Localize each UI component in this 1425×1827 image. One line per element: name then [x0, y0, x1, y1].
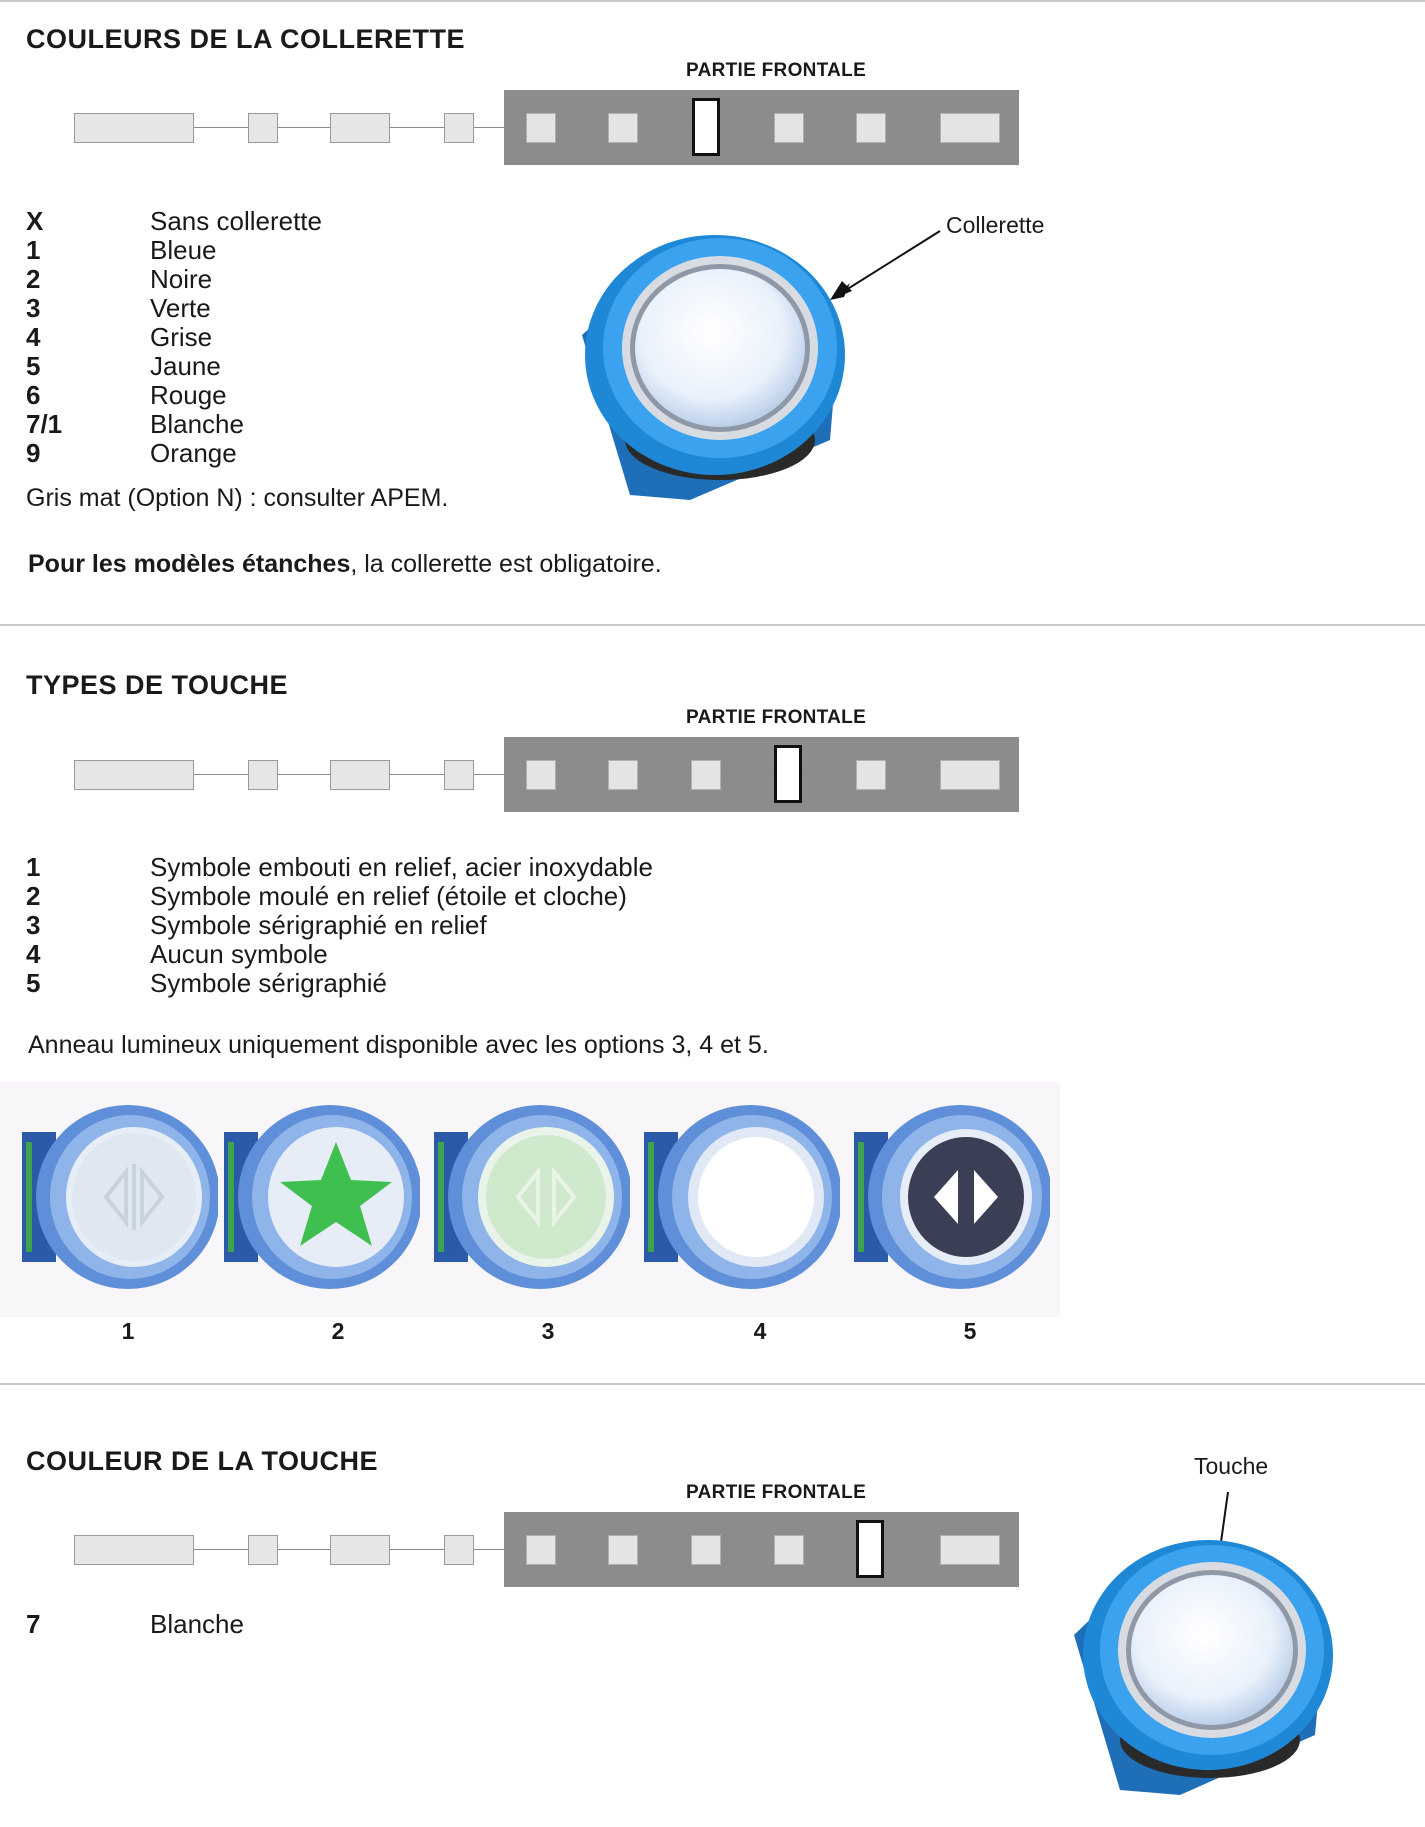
code-label: Symbole sérigraphié en relief — [150, 910, 487, 940]
button-number-2: 2 — [331, 1318, 345, 1344]
code-box — [608, 1535, 638, 1565]
anneau-lumineux-note: Anneau lumineux uniquement disponible avec les options 3, 4 et 5. — [28, 1031, 769, 1059]
code-label: Jaune — [150, 351, 221, 381]
code-box — [774, 1535, 804, 1565]
code-box — [608, 760, 638, 790]
button-number-5: 5 — [963, 1318, 977, 1344]
button-number-1: 1 — [121, 1318, 135, 1344]
code-box — [330, 113, 390, 143]
code-box — [940, 113, 1000, 143]
code-label: Symbole sérigraphié — [150, 968, 388, 998]
code-box — [526, 113, 556, 143]
code-box — [444, 113, 474, 143]
code-box — [248, 1535, 278, 1565]
code: 6 — [26, 380, 41, 410]
code-box-selected — [774, 745, 802, 803]
code-box — [74, 1535, 194, 1565]
sealed-note-rest: , la collerette est obligatoire. — [350, 550, 662, 578]
code: 4 — [26, 939, 41, 969]
code-box — [856, 760, 886, 790]
code-label: Blanche — [150, 1609, 244, 1639]
push-button-illustration — [1070, 1530, 1360, 1800]
code: 1 — [26, 235, 41, 265]
code: 5 — [26, 351, 41, 381]
button-type-2-illustration — [220, 1102, 420, 1292]
partie-frontale-label: PARTIE FRONTALE — [686, 60, 867, 81]
code-label: Symbole embouti en relief, acier inoxydable — [150, 852, 653, 882]
button-type-3-illustration — [430, 1102, 630, 1292]
code-box-selected — [856, 1520, 884, 1578]
code-label: Bleue — [150, 235, 217, 265]
code: 7 — [26, 1609, 41, 1639]
code-label: Sans collerette — [150, 206, 322, 236]
code-box — [691, 760, 721, 790]
code-box — [330, 1535, 390, 1565]
code-box — [608, 113, 638, 143]
code-strip-collerette — [74, 90, 1024, 166]
code: 4 — [26, 322, 41, 352]
code-box — [444, 760, 474, 790]
code-box — [74, 113, 194, 143]
code: X — [26, 206, 44, 236]
gris-mat-note: Gris mat (Option N) : consulter APEM. — [26, 484, 449, 512]
callout-arrow — [820, 225, 950, 305]
code-label: Noire — [150, 264, 213, 294]
code: 2 — [26, 881, 41, 911]
code-box — [940, 760, 1000, 790]
code-box — [330, 760, 390, 790]
button-type-5-illustration — [850, 1102, 1050, 1292]
code: 1 — [26, 852, 41, 882]
code-label: Aucun symbole — [150, 939, 328, 969]
button-number-4: 4 — [753, 1318, 767, 1344]
sealed-note-bold: Pour les modèles étanches — [28, 550, 351, 578]
code-label: Symbole moulé en relief (étoile et cloche) — [150, 881, 627, 911]
code-box — [691, 1535, 721, 1565]
code: 5 — [26, 968, 41, 998]
code: 7/1 — [26, 409, 63, 439]
code-box-selected — [692, 98, 720, 156]
code: 9 — [26, 438, 41, 468]
code-strip-types — [74, 737, 1024, 813]
code-label: Grise — [150, 322, 213, 352]
collerette-callout: Collerette — [946, 212, 1045, 238]
code-box — [526, 760, 556, 790]
touche-callout: Touche — [1194, 1453, 1269, 1479]
section-divider — [0, 1383, 1425, 1385]
top-rule — [0, 0, 1425, 2]
code-label: Orange — [150, 438, 237, 468]
code-box — [248, 760, 278, 790]
section-title-couleur: COULEUR DE LA TOUCHE — [26, 1446, 379, 1476]
code-strip-couleur — [74, 1512, 1024, 1588]
section-divider — [0, 624, 1425, 626]
code-box — [774, 113, 804, 143]
partie-frontale-label: PARTIE FRONTALE — [686, 707, 867, 728]
partie-frontale-label: PARTIE FRONTALE — [686, 1482, 867, 1503]
code-box — [248, 113, 278, 143]
sealed-note — [28, 550, 662, 579]
code-box — [940, 1535, 1000, 1565]
code: 3 — [26, 910, 41, 940]
code-label: Verte — [150, 293, 211, 323]
button-type-1-illustration — [18, 1102, 218, 1292]
code-box — [526, 1535, 556, 1565]
button-types-row — [0, 1082, 1060, 1317]
button-type-4-illustration — [640, 1102, 840, 1292]
section-title-types: TYPES DE TOUCHE — [26, 670, 289, 700]
code-label: Rouge — [150, 380, 227, 410]
code-box — [444, 1535, 474, 1565]
code: 3 — [26, 293, 41, 323]
code-box — [856, 113, 886, 143]
button-number-3: 3 — [541, 1318, 555, 1344]
code-box — [74, 760, 194, 790]
section-title-collerette: COULEURS DE LA COLLERETTE — [26, 24, 466, 54]
code-label: Blanche — [150, 409, 244, 439]
code: 2 — [26, 264, 41, 294]
